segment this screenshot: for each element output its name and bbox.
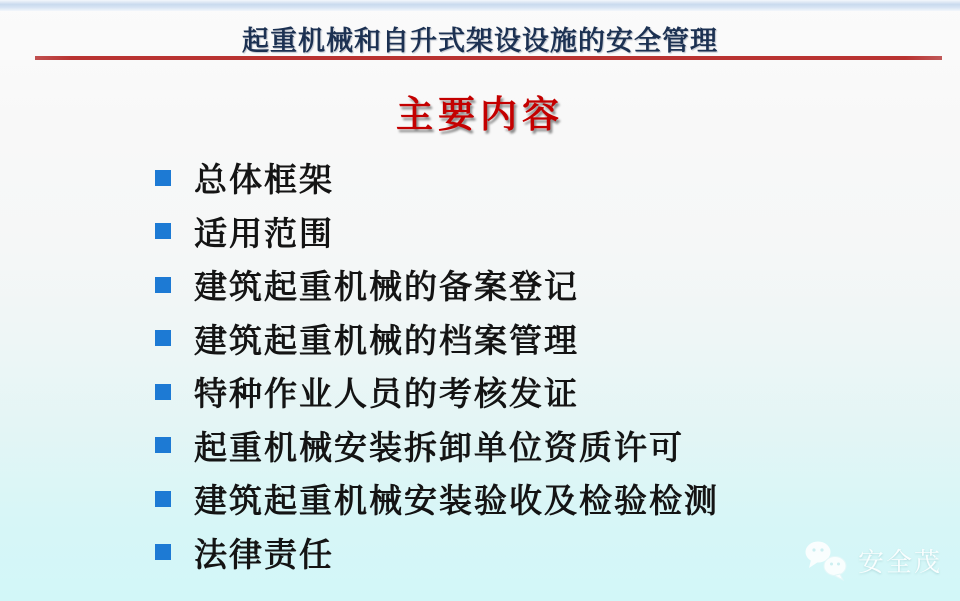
section-heading: 主要内容: [396, 94, 564, 135]
watermark: [804, 539, 942, 581]
square-bullet-icon: [155, 223, 171, 239]
list-item-label: 建筑起重机械的备案登记: [194, 268, 579, 306]
list-item: [155, 526, 719, 580]
square-bullet-icon: [155, 277, 171, 293]
list-item: [155, 205, 719, 259]
wechat-bubbles-icon: [804, 539, 858, 581]
square-bullet-icon: [155, 491, 171, 507]
list-item: [155, 258, 719, 312]
list-item-label: 总体框架: [194, 161, 334, 199]
title-divider-rule: [35, 56, 942, 60]
slide-title: 起重机械和自升式架设设施的安全管理: [242, 26, 718, 56]
top-gradient-band: [0, 0, 960, 11]
square-bullet-icon: [155, 544, 171, 560]
square-bullet-icon: [155, 384, 171, 400]
watermark-label: 安全茂: [857, 546, 942, 577]
list-item-label: 起重机械安装拆卸单位资质许可: [194, 428, 684, 466]
square-bullet-icon: [155, 437, 171, 453]
content-list: [155, 151, 719, 579]
list-item-label: 特种作业人员的考核发证: [194, 375, 579, 413]
list-item: [155, 419, 719, 473]
list-item: [155, 365, 719, 419]
square-bullet-icon: [155, 330, 171, 346]
list-item-label: 建筑起重机械的档案管理: [194, 321, 579, 359]
square-bullet-icon: [155, 170, 171, 186]
list-item: [155, 472, 719, 526]
list-item-label: 法律责任: [194, 535, 334, 573]
list-item: [155, 151, 719, 205]
list-item-label: 适用范围: [194, 214, 334, 252]
list-item: [155, 312, 719, 366]
list-item-label: 建筑起重机械安装验收及检验检测: [194, 482, 719, 520]
